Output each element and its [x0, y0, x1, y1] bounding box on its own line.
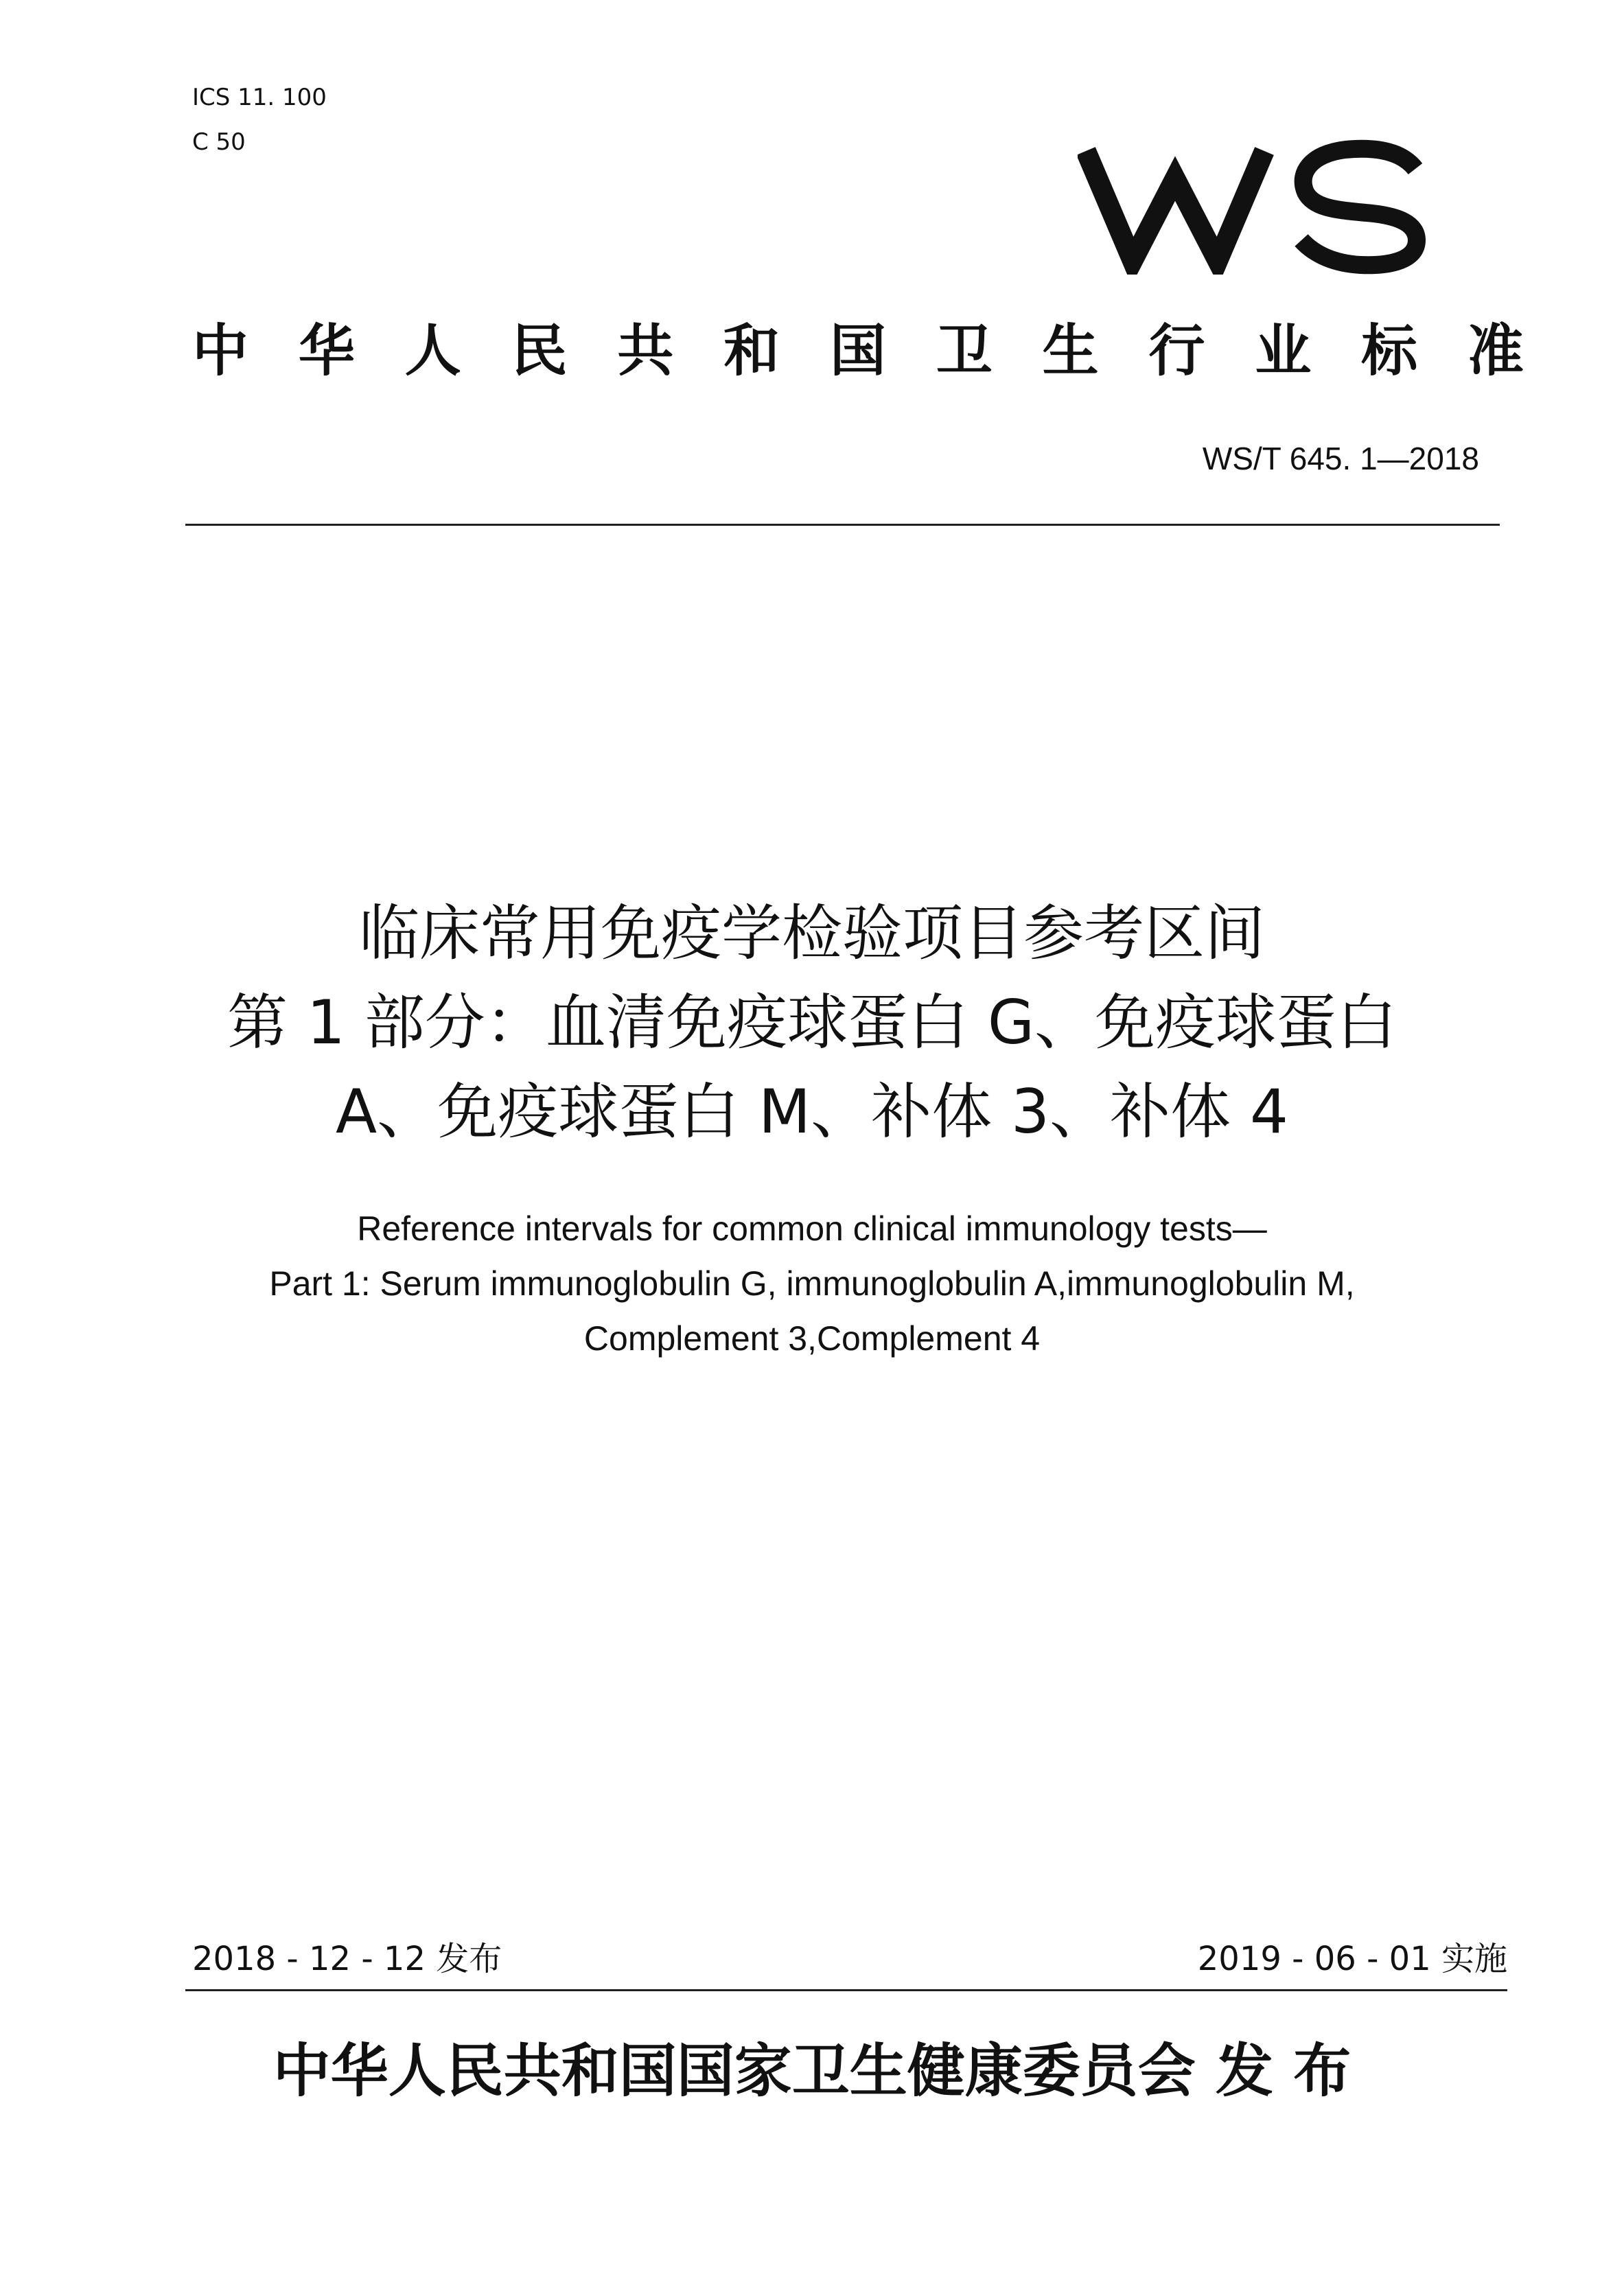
standard-category-char: 和	[723, 318, 780, 384]
standard-category-char: 共	[617, 318, 674, 384]
standard-category-char: 人	[404, 318, 461, 384]
english-title-line-3: Complement 3,Complement 4	[583, 1319, 1041, 1358]
ics-code: ICS 11. 100	[192, 84, 327, 111]
chinese-title-line-2: 第 1 部分：血清免疫球蛋白 G、免疫球蛋白	[227, 987, 1397, 1058]
chinese-title-line-1: 临床常用免疫学检验项目参考区间	[358, 898, 1265, 969]
standard-category-char: 国	[829, 318, 886, 384]
footer-divider	[185, 1989, 1507, 1991]
implementation-date: 2019 - 06 - 01 实施	[1197, 1940, 1507, 1978]
standard-category-char: 华	[298, 318, 355, 384]
standard-category-char: 民	[511, 318, 568, 384]
english-title	[0, 1201, 1624, 1366]
classification-code: C 50	[192, 128, 246, 156]
standard-category-char: 行	[1148, 318, 1205, 384]
standard-category-char: 卫	[936, 318, 993, 384]
standard-category-char: 业	[1255, 318, 1312, 384]
standard-category-char: 准	[1467, 318, 1524, 384]
english-title-line-2: Part 1: Serum immunoglobulin G, immunoglobulin A,immunoglobulin M,	[269, 1264, 1355, 1303]
standard-category-char: 标	[1361, 318, 1418, 384]
ws-logo	[1078, 137, 1435, 275]
standard-category-char: 生	[1042, 318, 1099, 384]
standard-category-char: 中	[192, 318, 249, 384]
standard-category-title	[192, 318, 1524, 384]
ws-logo-letter-s	[1301, 149, 1417, 266]
issue-date: 2018 - 12 - 12 发布	[192, 1940, 502, 1978]
standard-number: WS/T 645. 1—2018	[1202, 441, 1479, 476]
header-divider	[185, 524, 1500, 526]
chinese-title	[0, 889, 1624, 1157]
english-title-line-1: Reference intervals for common clinical immunology tests—	[357, 1209, 1267, 1248]
issuing-authority: 中华人民共和国国家卫生健康委员会 发 布	[272, 2037, 1352, 2104]
ws-logo-letter-w	[1086, 151, 1264, 261]
chinese-title-line-3: A、免疫球蛋白 M、补体 3、补体 4	[335, 1076, 1289, 1147]
